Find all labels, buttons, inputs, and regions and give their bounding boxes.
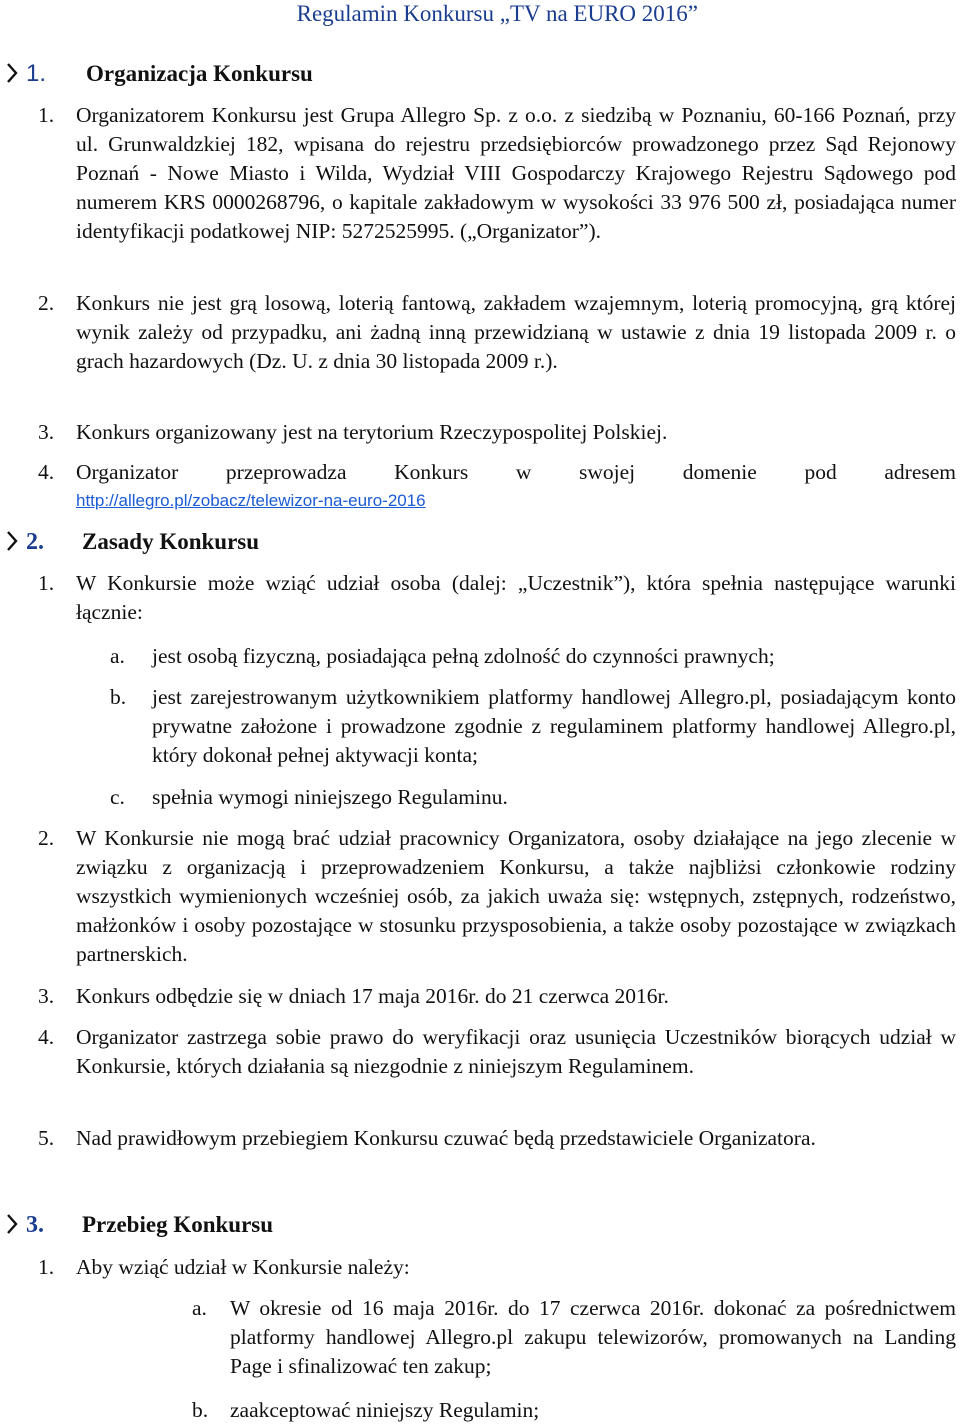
section-title: Przebieg Konkursu [82,1212,274,1237]
item-number: 3. [38,984,55,1008]
section-number: 1. [26,60,47,87]
running-header: Regulamin Konkursu „TV na EURO 2016” [296,1,698,26]
list-item [38,101,956,246]
section-title: Organizacja Konkursu [86,61,313,86]
list-item-link-line [76,485,676,515]
section-number: 2. [26,529,44,555]
arrow-bullet-icon [6,530,18,552]
section-heading-3 [6,1211,274,1239]
sub-item-letter: a. [110,644,125,668]
list-item [38,1253,956,1282]
sub-item-text: spełnia wymogi niniejszego Regulaminu. [152,785,508,809]
item-number: 2. [38,291,55,315]
sub-item-text: W okresie od 16 maja 2016r. do 17 czerwca 2016r. dokonać za pośrednictwem platformy handlowej Allegro.pl zakupu telewizorów, promowanych na Landing Page i sfinalizować ten zakup; [230,1296,956,1378]
sub-item-letter: c. [110,785,125,809]
item-text: Nad prawidłowym przebiegiem Konkursu czuwać będą przedstawiciele Organizatora. [76,1126,816,1150]
item-text: Konkurs nie jest grą losową, loterią fantową, zakładem wzajemnym, loterią promocyjną, grą której wynik zależy od przypadku, ani żadną inną przewidzianą w ustawie z dnia 19 listopada 2009 r. o grach hazardowych (Dz. U. z dnia 30 listopada 2009 r.). [76,291,956,373]
item-number: 5. [38,1126,55,1150]
sub-item-letter: b. [192,1398,209,1422]
list-item [38,458,956,487]
list-item [38,982,956,1011]
contest-url-link[interactable]: http://allegro.pl/zobacz/telewizor-na-euro-2016 [76,491,426,510]
item-text: W Konkursie nie mogą brać udział pracownicy Organizatora, osoby działające na jego zlecenie w związku z organizacją i przeprowadzeniem Konkursu, a także najbliżsi członkowie rodziny wszystkich wymienionych wcześniej osób, za jakich uważa się: wstępnych, zstępnych, rodzeństwo, małżonków i osoby pozostające w stosunku przysposobienia, a także osoby pozostające w związkach partnerskich. [76,826,956,966]
section-heading-2 [6,528,260,556]
sub-item-letter: a. [192,1296,207,1320]
item-text: Organizator zastrzega sobie prawo do weryfikacji oraz usunięcia Uczestników biorących udział w Konkursie, których działania są niezgodnie z niniejszym Regulaminem. [76,1025,956,1078]
arrow-bullet-icon [6,1213,18,1235]
list-item [38,1023,956,1081]
section-heading-1 [6,60,313,88]
item-number: 2. [38,826,55,850]
section-title: Zasady Konkursu [82,529,260,554]
sub-list-item [110,683,956,770]
item-number: 1. [38,571,55,595]
arrow-bullet-icon [6,62,18,84]
item-number: 4. [38,460,55,484]
list-item [38,569,956,627]
item-number: 1. [38,1255,55,1279]
sub-list-item [110,783,956,812]
item-text: Organizatorem Konkursu jest Grupa Allegro Sp. z o.o. z siedzibą w Poznaniu, 60-166 Poznań, przy ul. Grunwaldzkiej 182, wpisana do rejestru przedsiębiorców prowadzonego przez Sąd Rejonowy Poznań - Nowe Miasto i Wilda, Wydział VIII Gospodarczy Krajowego Rejestru Sądowego pod numerem KRS 0000268796, o kapitale zakładowym w wysokości 33 976 500 zł, posiadająca numer identyfikacji podatkowej NIP: 5272525995. („Organizator”). [76,103,956,243]
item-text: W Konkursie może wziąć udział osoba (dalej: „Uczestnik”), która spełnia następujące warunki łącznie: [76,571,956,624]
section-number: 3. [26,1212,44,1238]
sub-item-text: jest osobą fizyczną, posiadająca pełną zdolność do czynności prawnych; [152,644,775,668]
item-text: Organizator przeprowadza Konkurs w swojej domenie pod adresem [76,460,956,484]
list-item [38,289,956,376]
list-item [38,418,956,447]
list-item [38,1124,956,1153]
item-text: Konkurs odbędzie się w dniach 17 maja 2016r. do 21 czerwca 2016r. [76,984,669,1008]
item-number: 3. [38,420,55,444]
sub-list-item [192,1396,956,1425]
item-number: 4. [38,1025,55,1049]
item-text: Aby wziąć udział w Konkursie należy: [76,1255,410,1279]
sub-item-letter: b. [110,685,127,709]
sub-item-text: jest zarejestrowanym użytkownikiem platformy handlowej Allegro.pl, posiadającym konto prywatne założone i prowadzone zgodnie z regulaminem platformy handlowej Allegro.pl, który dokonał pełnej aktywacji konta; [152,685,956,767]
list-item [38,824,956,969]
sub-list-item [110,642,956,671]
item-number: 1. [38,103,55,127]
item-text: Konkurs organizowany jest na terytorium Rzeczypospolitej Polskiej. [76,420,668,444]
sub-list-item [192,1294,956,1381]
sub-item-text: zaakceptować niniejszy Regulamin; [230,1398,540,1422]
